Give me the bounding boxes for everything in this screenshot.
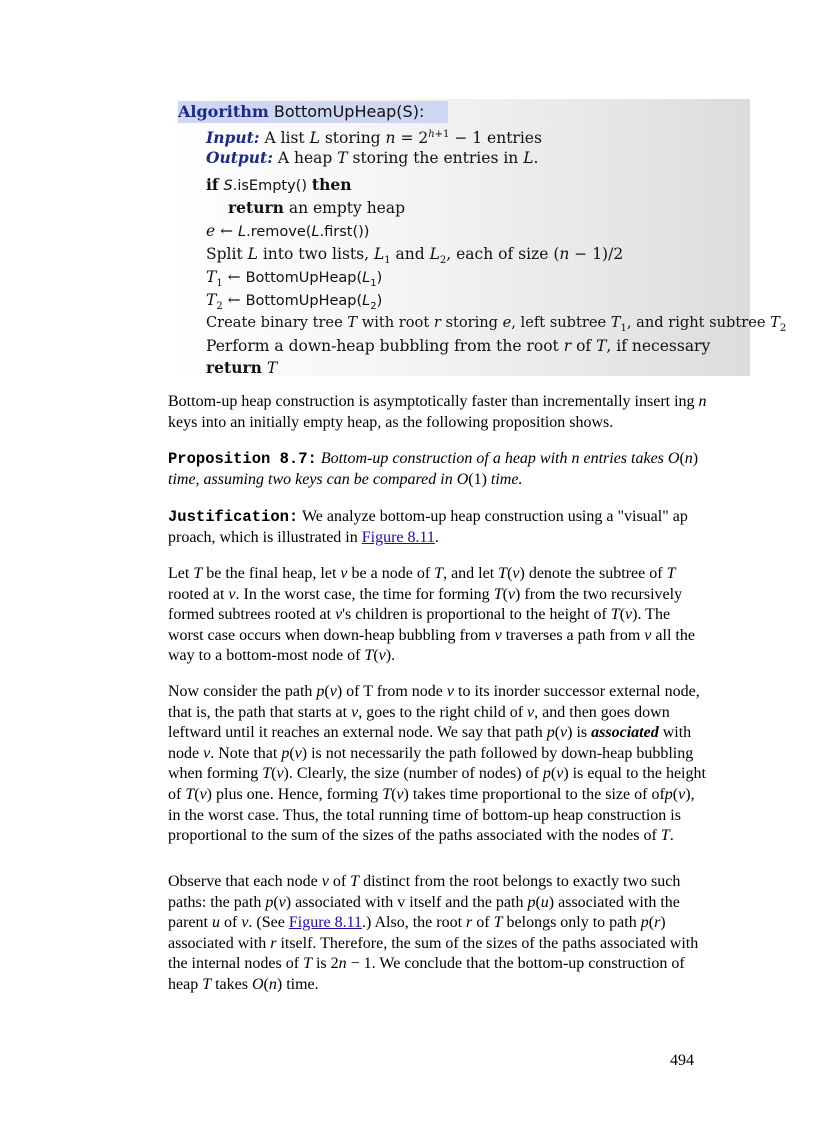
algorithm-input: Input: A list L storing $n = 2^{h+1} - 1$ entries — [206, 128, 542, 148]
algorithm-line: Create binary tree T with root r storing e, left subtree $T_1$, and right subtree $T_2$ — [206, 314, 787, 334]
algorithm-line: if S.isEmpty() then — [206, 175, 352, 194]
algorithm-line: return T — [206, 358, 278, 377]
justification-paragraph: Justification: We analyze bottom-up heap construction using a "visual" ap proach, which is illustrated in Figure 8.11. — [168, 508, 688, 546]
body-paragraph-1: Let T be the final heap, let v be a node of T, and let T(v) denote the subtree of T rooted at v. In the worst case, the time for forming T(v) from the two recursively formed subtrees rooted at v's children is proportional to the height of T(v). The worst case occurs when down-heap bubbling from v traverses a path from v all the way to a bottom-most node of T(v). — [168, 565, 695, 665]
algorithm-line: return an empty heap — [228, 198, 406, 217]
proposition-paragraph: Proposition 8.7: Bottom-up construction of a heap with n entries takes O(n) time, assuming two keys can be compared in O(1) time. — [168, 450, 699, 488]
algorithm-line: Perform a down-heap bubbling from the root r of T, if necessary — [206, 337, 711, 355]
figure-link[interactable]: Figure 8.11 — [361, 528, 435, 546]
algorithm-box — [168, 99, 787, 377]
algorithm-line: e ← L.remove(L.first()) — [206, 222, 370, 240]
figure-link[interactable]: Figure 8.11 — [288, 914, 363, 932]
algorithm-output: Output: A heap T storing the entries in L. — [206, 148, 539, 167]
algorithm-line: $T_2$ ← $BottomUpHeap(L_2)$ — [206, 291, 383, 313]
body-paragraph-3: Observe that each node v of T distinct from the root belongs to exactly two such paths: the path p(v) associated with v itself and the path p(u) associated with the parent u of v. (See Figure 8.11.) Also, the root r of T belongs only to path p(r) associated with r itself. Therefore, the sum of the sizes of the paths associated with the internal nodes of T is 2n − 1. We conclude that the bottom-up construction of heap T takes O(n) time. — [168, 873, 699, 993]
page-number: 494 — [670, 1052, 694, 1069]
algorithm-title: Algorithm BottomUpHeap(S): — [178, 101, 448, 123]
algorithm-line: Split L into two lists, $L_1$ and $L_2$, each of size (n − 1)/2 — [206, 245, 624, 267]
algorithm-line: $T_1$ ← $BottomUpHeap(L_1)$ — [206, 268, 383, 290]
body-paragraph-2: Now consider the path p(v) of T from node v to its inorder successor external node, that is, the path that starts at v, goes to the right child of v, and then goes down leftward until it reaches an external node. We say that path p(v) is associated with node v. Note that p(v) is not necessarily the path followed by down-heap bubbling when forming T(v). Clearly, the size (number of nodes) of p(v) is equal to the height of T(v) plus one. Hence, forming T(v) takes time proportional to the size of ofp(v), in the worst case. Thus, the total running time of bottom-up heap construction is proportional to the sum of the sizes of the paths associated with the nodes of T. — [168, 683, 706, 845]
intro-paragraph: Bottom-up heap construction is asymptotically faster than incrementally insert ing n keys into an initially empty heap, as the following proposition shows. — [168, 393, 707, 431]
